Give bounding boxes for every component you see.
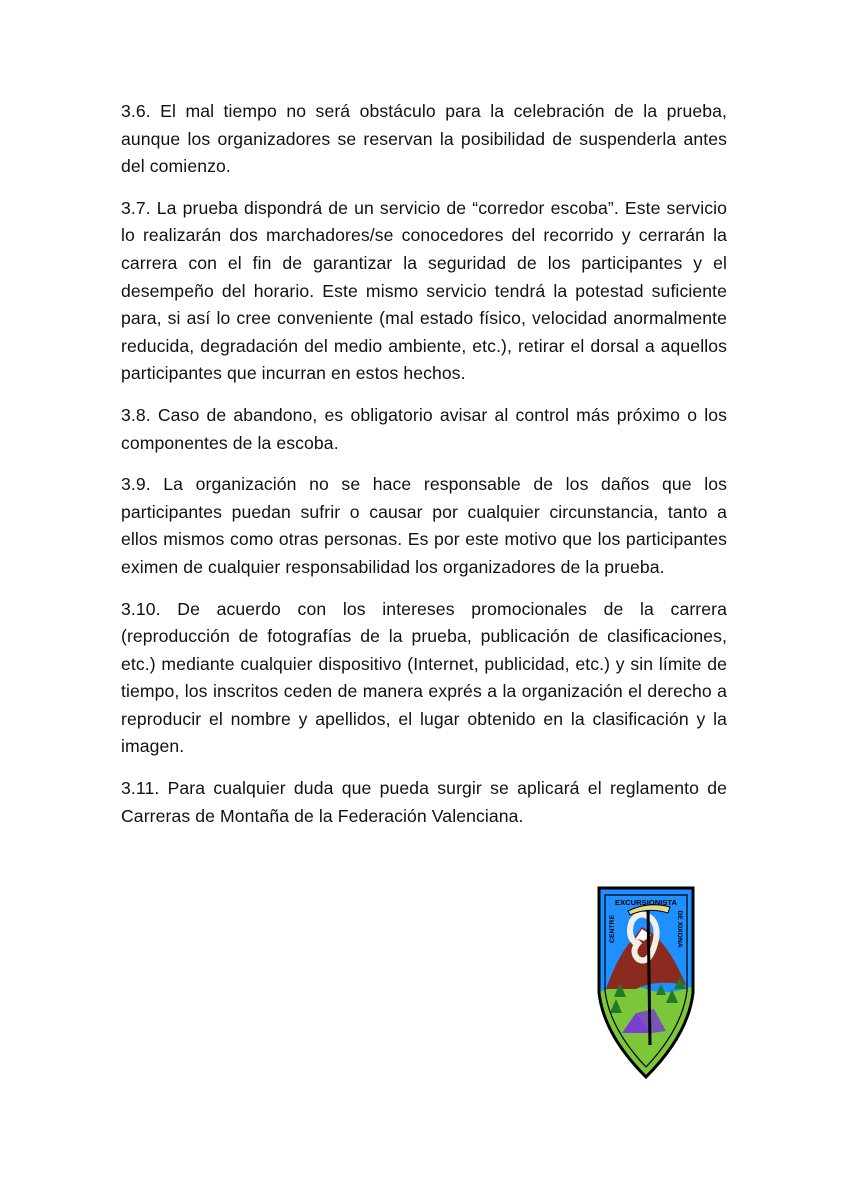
logo-text-top: EXCURSIONISTA bbox=[615, 898, 677, 907]
logo-text-left: CENTRE bbox=[609, 915, 616, 943]
paragraph-3-9: 3.9. La organización no se hace responsable de los daños que los participantes puedan sufrir o causar por cualquier circunstancia, tanto a ellos mismos como otras personas. Es por este motivo que los participantes eximen de cualquier responsabilidad los organizadores de la prueba. bbox=[121, 474, 727, 577]
paragraph-3-10: 3.10. De acuerdo con los intereses promocionales de la carrera (reproducción de fotografías de la prueba, publicación de clasificaciones, etc.) mediante cualquier dispositivo (Internet, publicidad, etc.) y sin límite de tiempo, los inscritos ceden de manera exprés a la organización el derecho a reproducir el nombre y apellidos, el lugar obtenido en la clasificación y la imagen. bbox=[121, 598, 727, 757]
club-crest-logo bbox=[596, 885, 696, 1080]
document-body bbox=[121, 98, 727, 844]
logo-text-right: DE XIXONA bbox=[676, 910, 683, 948]
paragraph-3-6: 3.6. El mal tiempo no será obstáculo para la celebración de la prueba, aunque los organizadores se reservan la posibilidad de suspenderla antes del comienzo. bbox=[121, 101, 727, 177]
paragraph-3-11: 3.11. Para cualquier duda que pueda surgir se aplicará el reglamento de Carreras de Montaña de la Federación Valenciana. bbox=[121, 778, 727, 826]
paragraph-3-8: 3.8. Caso de abandono, es obligatorio avisar al control más próximo o los componentes de la escoba. bbox=[121, 404, 727, 453]
paragraph-3-7: 3.7. La prueba dispondrá de un servicio de “corredor escoba”. Este servicio lo realizarán dos marchadores/se conocedores del recorrido y cerrarán la carrera con el fin de garantizar la seguridad de los participantes y el desempeño del horario. Este mismo servicio tendrá la potestad suficiente para, si así lo cree conveniente (mal estado físico, velocidad anormalmente reducida, degradación del medio ambiente, etc.), retirar el dorsal a aquellos participantes que incurran en estos hechos. bbox=[121, 197, 727, 384]
